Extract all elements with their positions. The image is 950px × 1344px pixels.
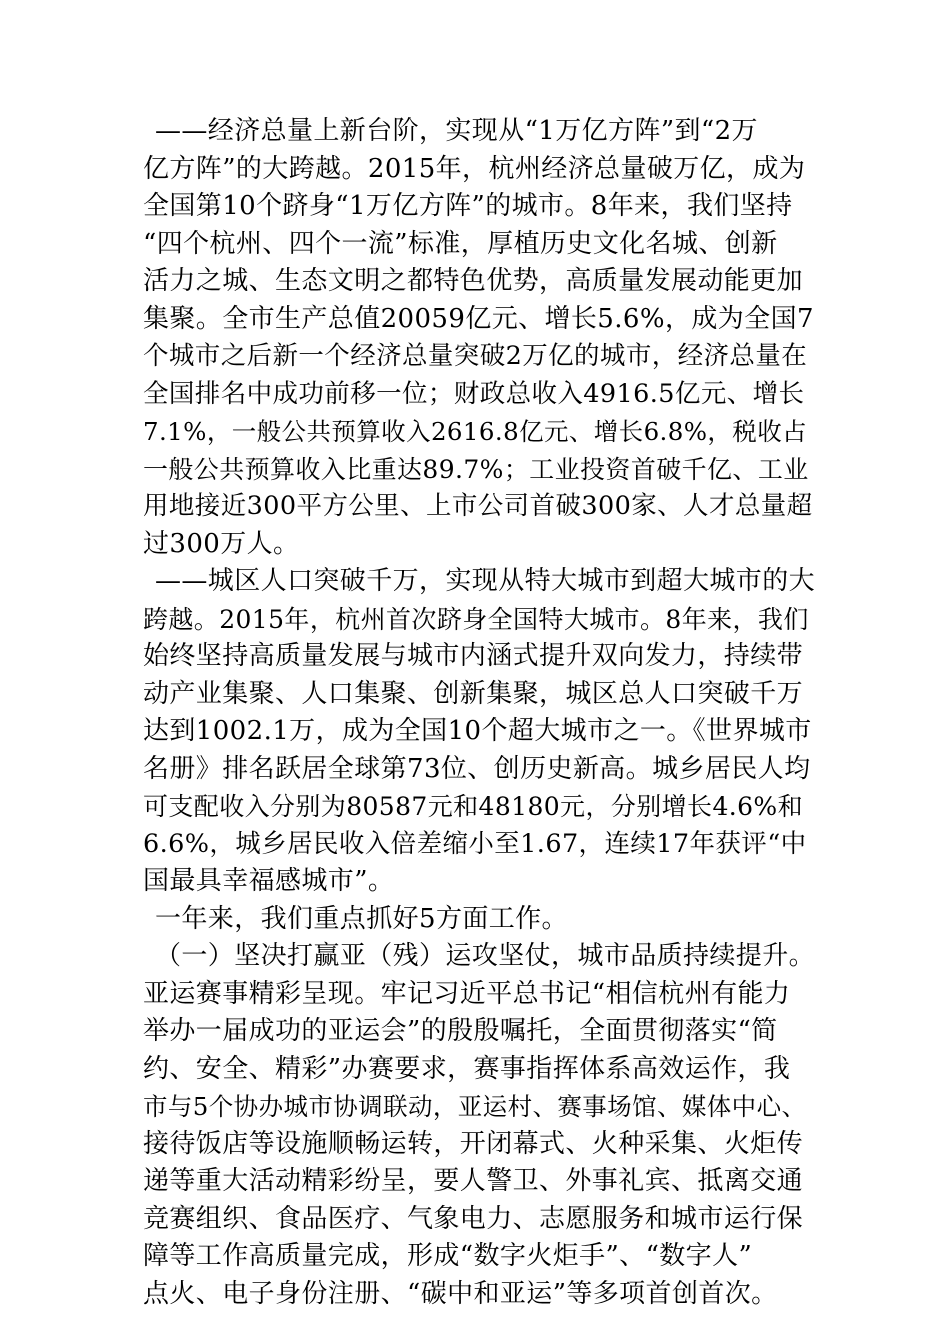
text-line: 全国第10个跻身“1万亿方阵”的城市。8年来，我们坚持 xyxy=(143,191,793,221)
text-line: 可支配收入分别为80587元和48180元，分别增长4.6%和 xyxy=(143,792,803,821)
text-line: 障等工作高质量完成，形成“数字火炬手”、“数字人” xyxy=(143,1241,753,1271)
text-line: “四个杭州、四个一流”标准，厚植历史文化名城、创新 xyxy=(143,228,778,259)
text-line: 7.1%，一般公共预算收入2616.8亿元、增长6.8%，税收占 xyxy=(143,417,808,446)
text-line: 全国排名中成功前移一位；财政总收入4916.5亿元、增长 xyxy=(143,378,805,409)
text-line: 一年来，我们重点抓好5方面工作。 xyxy=(155,903,568,934)
text-line: 一般公共预算收入比重达89.7%；工业投资首破千亿、工业 xyxy=(143,454,809,484)
report-text xyxy=(143,113,815,1313)
text-line: 亿方阵”的大跨越。2015年，杭州经济总量破万亿，成为 xyxy=(143,153,806,184)
text-line: 国最具幸福感城市”。 xyxy=(143,866,395,896)
text-line: ——经济总量上新台阶，实现从“1万亿方阵”到“2万 xyxy=(155,116,758,146)
text-line: ——城区人口突破千万，实现从特大城市到超大城市的大 xyxy=(155,566,816,596)
text-line: 个城市之后新一个经济总量突破2万亿的城市，经济总量在 xyxy=(143,341,808,371)
text-line: 接待饭店等设施顺畅运转，开闭幕式、火种采集、火炬传 xyxy=(143,1128,804,1159)
text-line: 达到1002.1万，成为全国10个超大城市之一。《世界城市 xyxy=(143,716,812,746)
text-line: 亚运赛事精彩呈现。牢记习近平总书记“相信杭州有能力 xyxy=(143,978,791,1009)
text-line: 过300万人。 xyxy=(143,528,300,559)
text-line: 用地接近300平方公里、上市公司首破300家、人才总量超 xyxy=(143,491,813,521)
text-line: 跨越。2015年，杭州首次跻身全国特大城市。8年来，我们 xyxy=(143,604,809,634)
text-line: 约、安全、精彩”办赛要求，赛事指挥体系高效运作，我 xyxy=(143,1053,791,1084)
text-line: 举办一届成功的亚运会”的殷殷嘱托，全面贯彻落实“简 xyxy=(143,1016,778,1046)
text-line: 竞赛组织、食品医疗、气象电力、志愿服务和城市运行保 xyxy=(143,1203,804,1234)
text-line: 活力之城、生态文明之都特色优势，高质量发展动能更加 xyxy=(143,266,804,296)
text-line: 动产业集聚、人口集聚、创新集聚，城区总人口突破千万 xyxy=(143,678,804,709)
text-line: 递等重大活动精彩纷呈，要人警卫、外事礼宾、抵离交通 xyxy=(143,1166,804,1196)
text-line: （一）坚决打赢亚（残）运攻坚仗，城市品质持续提升。 xyxy=(155,941,816,971)
text-line: 集聚。全市生产总值20059亿元、增长5.6%，成为全国7 xyxy=(143,303,814,334)
text-line: 点火、电子身份注册、“碳中和亚运”等多项首创首次。 xyxy=(143,1278,778,1309)
text-line: 6.6%，城乡居民收入倍差缩小至1.67，连续17年获评“中 xyxy=(143,828,807,859)
text-line: 名册》排名跃居全球第73位、创历史新高。城乡居民人均 xyxy=(143,753,811,784)
text-line: 市与5个协办城市协调联动，亚运村、赛事场馆、媒体中心、 xyxy=(143,1092,807,1121)
text-line: 始终坚持高质量发展与城市内涵式提升双向发力，持续带 xyxy=(143,641,804,671)
